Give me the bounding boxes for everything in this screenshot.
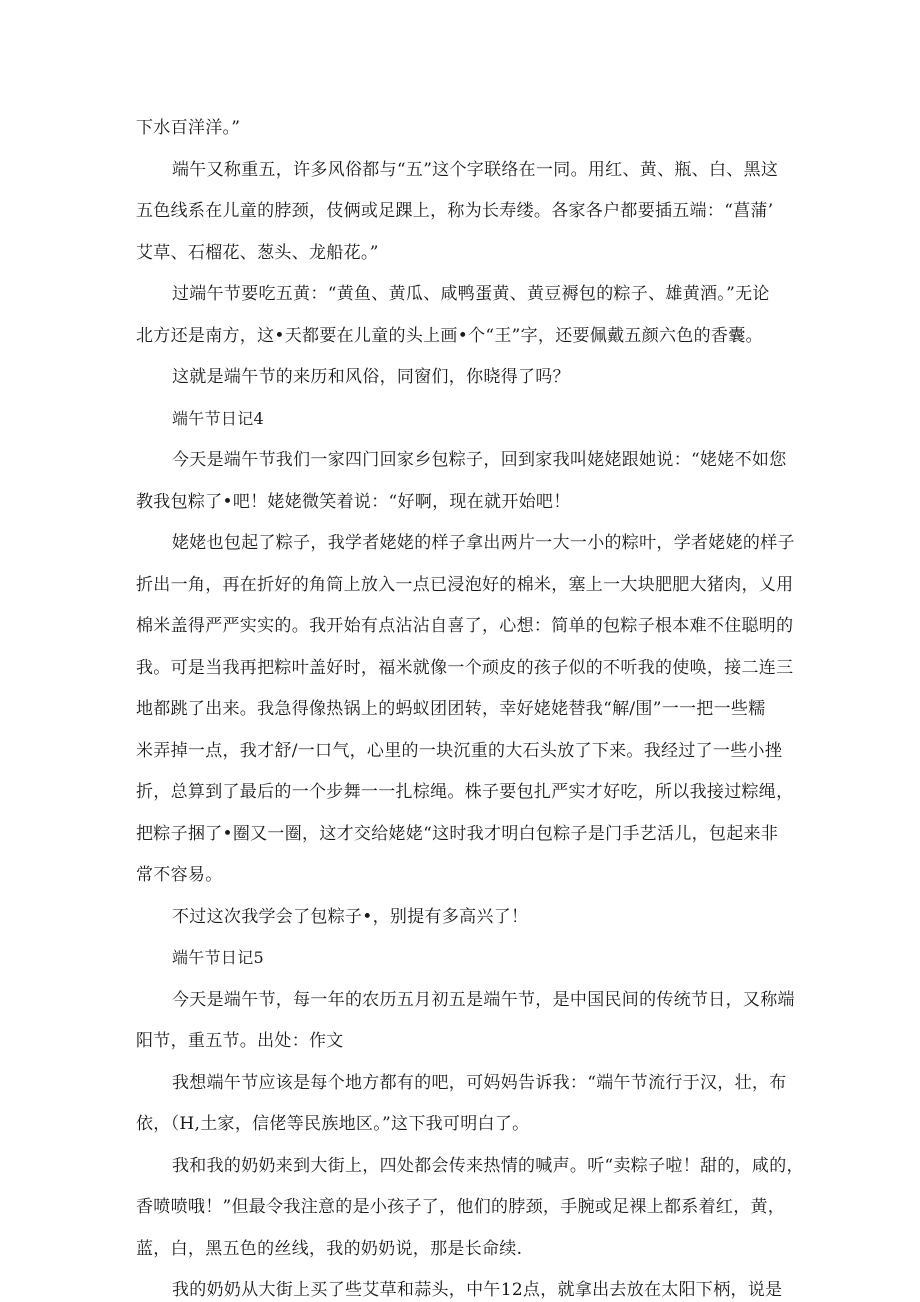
- section-heading: 端午节日记4: [172, 409, 264, 428]
- text-line: 折出一角，再在折好的角筒上放入一点已浸泡好的棉米，塞上一大块肥肥大猪肉，乂用: [136, 575, 794, 595]
- text-line: 阳节，重五节。出处：作文: [136, 1031, 344, 1051]
- text-line: 这就是端午节的来历和风俗，同窗们，你晓得了吗？: [172, 367, 570, 387]
- text-line: 今天是端午节我们一家四门回家乡包粽子，回到家我叫姥姥跟她说：“姥姥不如您: [172, 450, 787, 470]
- text-line: 折，总算到了最后的一个步舞一一扎棕绳。株子要包扎严实才好吃，所以我接过粽绳，: [136, 782, 794, 802]
- text-line: 我的奶奶从大街上买了些艾草和蒜头，中午12点，就拿出去放在太阳下柄，说是: [172, 1280, 783, 1300]
- text-line: 我想端午节应该是每个地方都有的吧，可妈妈告诉我：“端午节流行于汉，壮，布: [172, 1073, 787, 1093]
- text-line: 棉米盖得严严实实的。我开始有点沾沾自喜了，心想：简单的包粽子根本难不住聪明的: [136, 616, 794, 636]
- text-line: 我。可是当我再把粽叶盖好时，福米就像一个顽皮的孩子似的不听我的使唤，接二连三: [136, 658, 794, 678]
- text-line: 把粽子捆了•圈又一圈，这才交给姥姥“这时我才明白包粽子是门手艺活儿，包起来非: [136, 824, 779, 844]
- text-line: 依，（H,土家，信佬等民族地区。”这下我可明白了。: [136, 1114, 530, 1134]
- text-line: 过端午节要吃五黄：“黄鱼、黄瓜、咸鸭蛋黄、黄豆褥包的粽子、雄黄酒。”无论: [172, 284, 770, 304]
- text-line: 蓝，白，黑五色的丝线，我的奶奶说，那是长命续.: [136, 1239, 523, 1259]
- section-heading: 端午节日记5: [172, 948, 264, 967]
- text-line: 香喷喷哦！”但最令我注意的是小孩子了，他们的脖颈，手腕或足裸上都系着红，黄，: [136, 1197, 786, 1217]
- text-line: 常不容易。: [136, 865, 223, 885]
- text-line: 教我包粽了•吧！姥姥微笑着说：“好啊，现在就开始吧！: [136, 492, 571, 512]
- text-line: 下水百洋洋。”: [136, 118, 241, 138]
- text-line: 北方还是南方，这•天都要在儿童的头上画•个“王”字，还要佩戴五颜六色的香囊。: [136, 326, 763, 346]
- text-line: 地都跳了出来。我急得像热锅上的蚂蚁团团转，幸好姥姥替我“解/围”一一把一些糯: [136, 699, 766, 719]
- text-line: 姥姥也包起了粽子，我学者姥姥的样子拿出两片一大一小的粽叶，学者姥姥的样子: [172, 533, 795, 553]
- text-line: 不过这次我学会了包粽子•，别提有多高兴了！: [172, 907, 529, 927]
- text-line: 米弄掉一点，我才舒/一口气，心里的一块沉重的大石头放了下来。我经过了一些小挫: [136, 741, 783, 761]
- text-line: 我和我的奶奶来到大街上，四处都会传来热情的喊声。听“卖粽子啦！甜的，咸的，: [172, 1156, 804, 1176]
- text-line: 今天是端午节，每一年的农历五月初五是端午节，是中国民间的传统节日，又称端: [172, 990, 795, 1010]
- text-line: 端午又称重五，许多风俗都与“五”这个字联络在一同。用红、黄、瓶、白、黑这: [172, 160, 779, 180]
- text-line: 艾草、石榴花、葱头、龙船花。”: [136, 243, 379, 263]
- text-line: 五色线系在儿童的脖颈，伎俩或足踝上，称为长寿缕。各家各户都要插五端：“菖蒲’: [136, 201, 774, 221]
